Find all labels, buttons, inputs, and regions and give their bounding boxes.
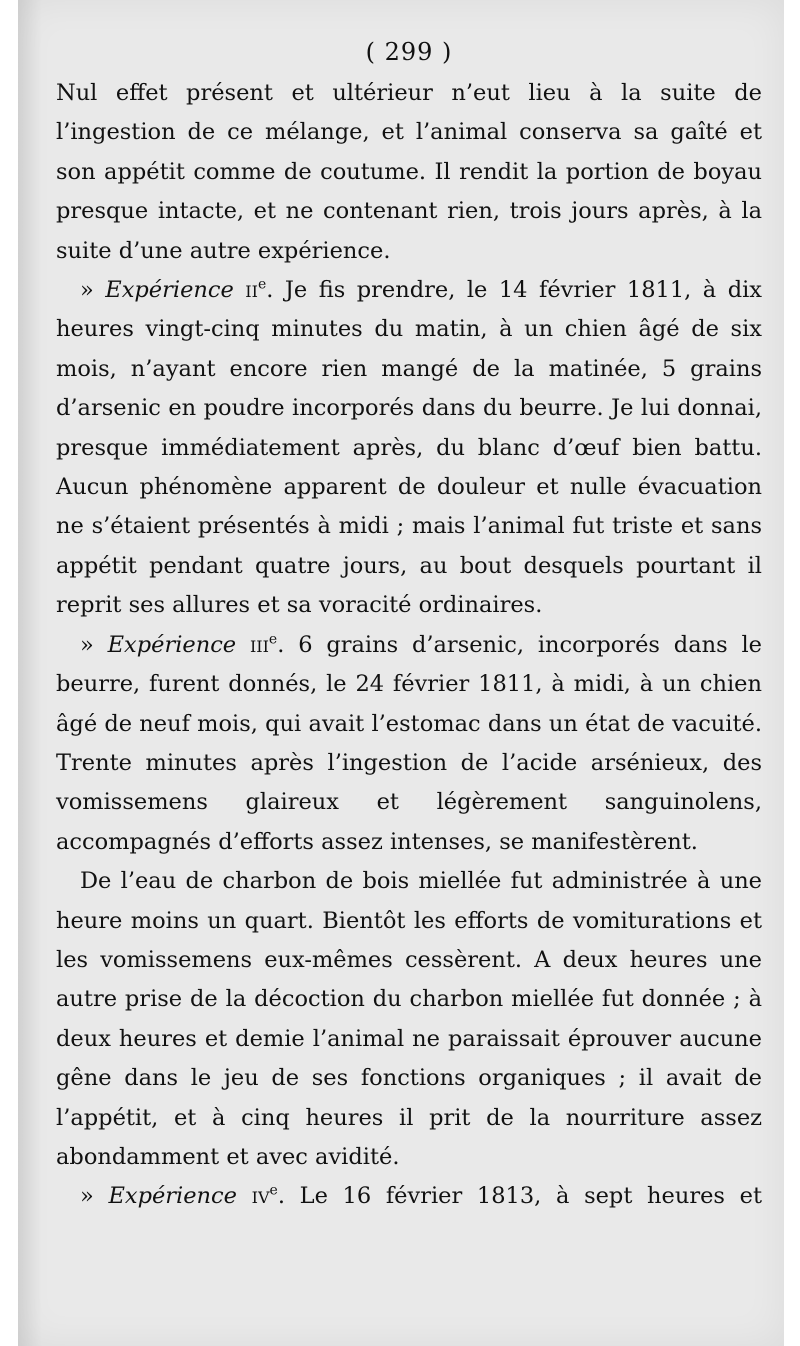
- numeral-superscript: e: [257, 276, 267, 293]
- experience-numeral: iii: [249, 631, 269, 658]
- paragraph-experience-3: [56, 626, 762, 862]
- paragraph-experience-4: [56, 1177, 762, 1216]
- paragraph-5-text: . Le 16 février 1813, à sept heures et: [277, 1183, 762, 1210]
- experience-label: Expérience: [105, 277, 234, 304]
- paragraph-3-text: . 6 grains d’arsenic, incorporés dans le beurre, furent donnés, le 24 février 1811, à midi, à un chien âgé de neuf mois, qui avait l’estomac dans un état de vacuité. Trente minutes après l’ingestion de l’acide arsénieux, des vomissemens glaireux et légèrement sanguinolens, accompagnés d’efforts assez intenses, se manifestèrent.: [56, 631, 762, 855]
- paragraph-experience-2: [56, 271, 762, 626]
- experience-numeral: ii: [245, 277, 258, 304]
- paragraph-4-text: De l’eau de charbon de bois miellée fut administrée à une heure moins un quart. Bientôt les efforts de vomiturations et les vomissemens eux-mêmes cessèrent. A deux heures une autre prise de la décoction du charbon miellée fut donnée ; à deux heures et demie l’animal ne paraissait éprouver aucune gêne dans le jeu de ses fonctions organiques ; il avait de l’appétit, et à cinq heures il prit de la nourriture assez abondamment et avec avidité.: [56, 868, 762, 1170]
- experience-label: Expérience: [107, 631, 237, 658]
- page-number-header: ( 299 ): [365, 38, 453, 66]
- book-page: [18, 0, 784, 1346]
- quote-mark: »: [80, 1183, 94, 1210]
- paragraph-1-text: Nul effet présent et ultérieur n’eut lieu à la suite de l’ingestion de ce mélange, et l’animal conserva sa gaîté et son appétit comme de coutume. Il rendit la portion de boyau presque intacte, et ne contenant rien, trois jours après, à la suite d’une autre expérience.: [56, 80, 762, 264]
- paragraph-1: [56, 74, 762, 271]
- experience-label: Expérience: [108, 1183, 237, 1210]
- numeral-superscript: e: [268, 631, 278, 648]
- paragraph-2-text: . Je fis prendre, le 14 février 1811, à dix heures vingt-cinq minutes du matin, à un chien âgé de six mois, n’ayant encore rien mangé de la matinée, 5 grains d’arsenic en poudre incorporés dans du beurre. Je lui donnai, presque immédiatement après, du blanc d’œuf bien battu. Aucun phénomène apparent de douleur et nulle évacuation ne s’étaient présentés à midi ; mais l’animal fut triste et sans appétit pendant quatre jours, au bout desquels pourtant il reprit ses allures et sa voracité ordinaires.: [56, 277, 762, 619]
- quote-mark: »: [80, 277, 94, 304]
- paragraph-4: [56, 862, 762, 1177]
- page-text: [56, 32, 762, 1217]
- quote-mark: »: [80, 631, 94, 658]
- experience-numeral: iv: [251, 1183, 270, 1210]
- page-gutter-shadow: [18, 0, 42, 1346]
- numeral-superscript: e: [269, 1182, 278, 1199]
